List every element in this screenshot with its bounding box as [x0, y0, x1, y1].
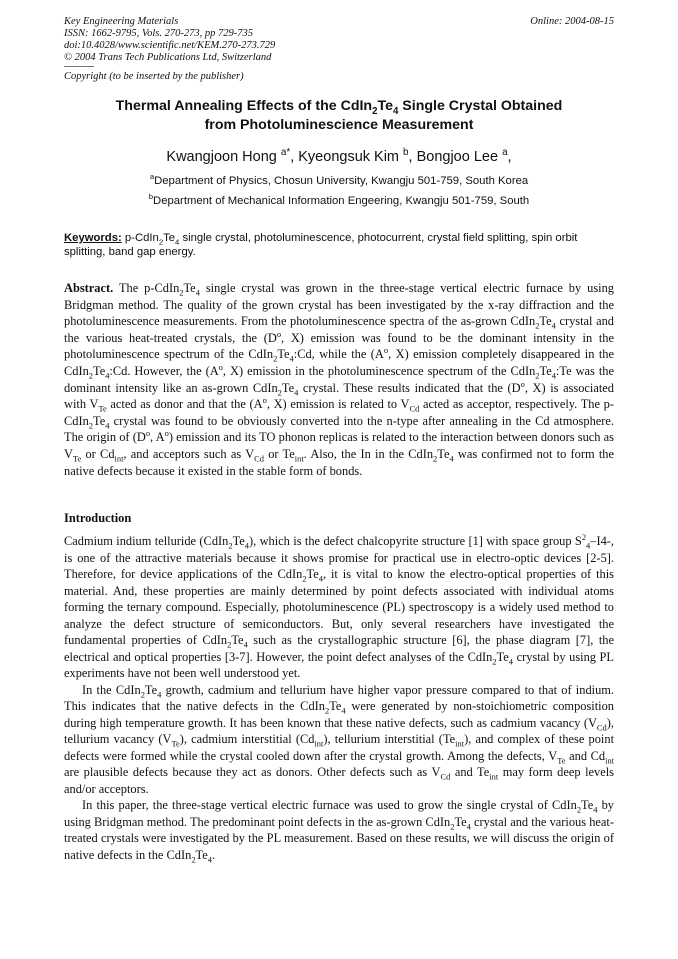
section-heading-introduction: Introduction [64, 511, 132, 525]
doi-line: doi:10.4028/www.scientific.net/KEM.270-273.729 [64, 40, 276, 51]
abstract: Abstract. The $p-CdIn_2Te_4$ single crystal was grown in the three-stage vertical electric furnace by using Bridgman method. The quality of the grown crystal has been investigated by the x-ray diffraction and the photoluminescence measurements. From the photoluminescence spectra of the as-grown $CdIn_2Te_4$ crystal and the various heat-treated crystals, the ($D^o$, X) emission was found to be the dominant intensity in the photoluminescence spectrum of the $CdIn_2Te_4:Cd$, while the ($A^o$, X) emission completely disappeared in the $CdIn_2Te_4:Cd$. However, the ($A^o$, X) emission in the photoluminescence spectrum of the $CdIn_2Te_4:Te$ was the dominant intensity like an as-grown $CdIn_2Te_4$ crystal. These results indicated that the ($D^o$, X) is associated with $V_{Te}$ acted as donor and that the ($A^o$, X) emission is related to $V_{Cd}$ acted as acceptor, respectively. The $p-CdIn_2Te_4$ crystal was found to be obviously converted into the n-type after annealing in the Cd atmosphere. The origin of ($D^o$, $A^o$) emission and its TO phonon replicas is related to the interaction between donors such as $V_{Te}$ or $Cd_{int}$, and acceptors such as $V_{Cd}$ or $Te_{int}$. Also, the In in the $CdIn_2Te_4$ was confirmed not to form the native defects because it existed in the stable form of bonds. [64, 281, 615, 478]
paragraph: In the $CdIn_2Te_4$ growth, cadmium and tellurium have higher vapor pressure compared to that of indium. This indicates that the native defects in the $CdIn_2Te_4$ were generated by non-stoichiometric composition during high temperature growth. It has been known that these native defects, such as cadmium vacancy $(V_{Cd})$, tellurium vacancy $(V_{Te})$, cadmium interstitial $(Cd_{int})$, tellurium interstitial $(Te_{int})$, and complex of these point defects were formed while the crystal cooled down after the crystal growth. Among the defects, $V_{Te}$ and $Cd_{int}$ are plausible defects because they act as donors. Other defects such as $V_{Cd}$ and $Te_{int}$ may form deep levels and/or acceptors. [64, 682, 615, 796]
header-rule [64, 66, 94, 67]
journal-name: Key Engineering Materials [64, 16, 179, 27]
online-date: Online: 2004-08-15 [530, 16, 614, 27]
paragraph: In this paper, the three-stage vertical electric furnace was used to grow the single crystal of $CdIn_2Te_4$ by using Bridgman method. The predominant point defects in the as-grown $CdIn_2Te_4$ crystal and the various heat-treated crystals were investigated by the PL measurement. Based on these results, we will discuss the origin of native defects in the $CdIn_2Te_4$. [64, 798, 614, 864]
keywords-label: Keywords: [64, 232, 122, 244]
copyright-note: Copyright (to be inserted by the publisher) [64, 71, 244, 82]
affiliation-b: $^b$Department of Mechanical Information Engeering, Kwangju 501-759, South [148, 192, 530, 207]
author-2: Kyeongsuk Kim [298, 149, 400, 165]
issn-line: ISSN: 1662-9795, Vols. 270-273, pp 729-735 [64, 28, 253, 39]
abstract-label: Abstract. [64, 281, 114, 295]
publisher-line: © 2004 Trans Tech Publications Ltd, Switzerland [64, 52, 272, 63]
paper-title: Thermal Annealing Effects of the $CdIn_2Te_4$ Single Crystal Obtained from Photoluminescience Measurement [115, 98, 563, 133]
paragraph: Cadmium indium telluride $(CdIn_2Te_4)$, which is the defect chalcopyrite structure [1] with space group $S^2_4-I4-$, is one of the attractive materials because it shows promise for practical use in electro-optic devices [2-5]. Therefore, for device applications of the $CdIn_2Te_4$, it is vital to know the electro-optical properties of this material. And, these properties are mainly determined by point defects associated with individual atoms forming the ternary compound. Especially, photoluminescence (PL) spectroscopy is a widely used method to analyze the defect structure of semiconductors. But, only several researchers have investigated the fundamental properties of $CdIn_2Te_4$ such as the crystallographic structure [6], the phase diagram [7], the electrical and optical properties [3-7]. However, the point defect analyses of the $CdIn_2Te_4$ crystal by using PL experiments have not been well understood yet. [64, 531, 615, 680]
author-list: Kwangjoon Hong $^{a*}$, Kyeongsuk Kim $^b$, Bongjoo Lee $^a$, [166, 147, 512, 165]
introduction-body [64, 533, 614, 863]
keywords: Keywords: $p-CdIn_2Te_4$ single crystal, photoluminescence, photocurrent, crystal field splitting, spin orbit splitting, band gap energy. [64, 232, 578, 258]
author-1: Kwangjoon Hong [166, 149, 277, 165]
affiliation-a: $^a$Department of Physics, Chosun University, Kwangju 501-759, South Korea [149, 172, 529, 187]
author-3: Bongjoo Lee [416, 149, 499, 165]
